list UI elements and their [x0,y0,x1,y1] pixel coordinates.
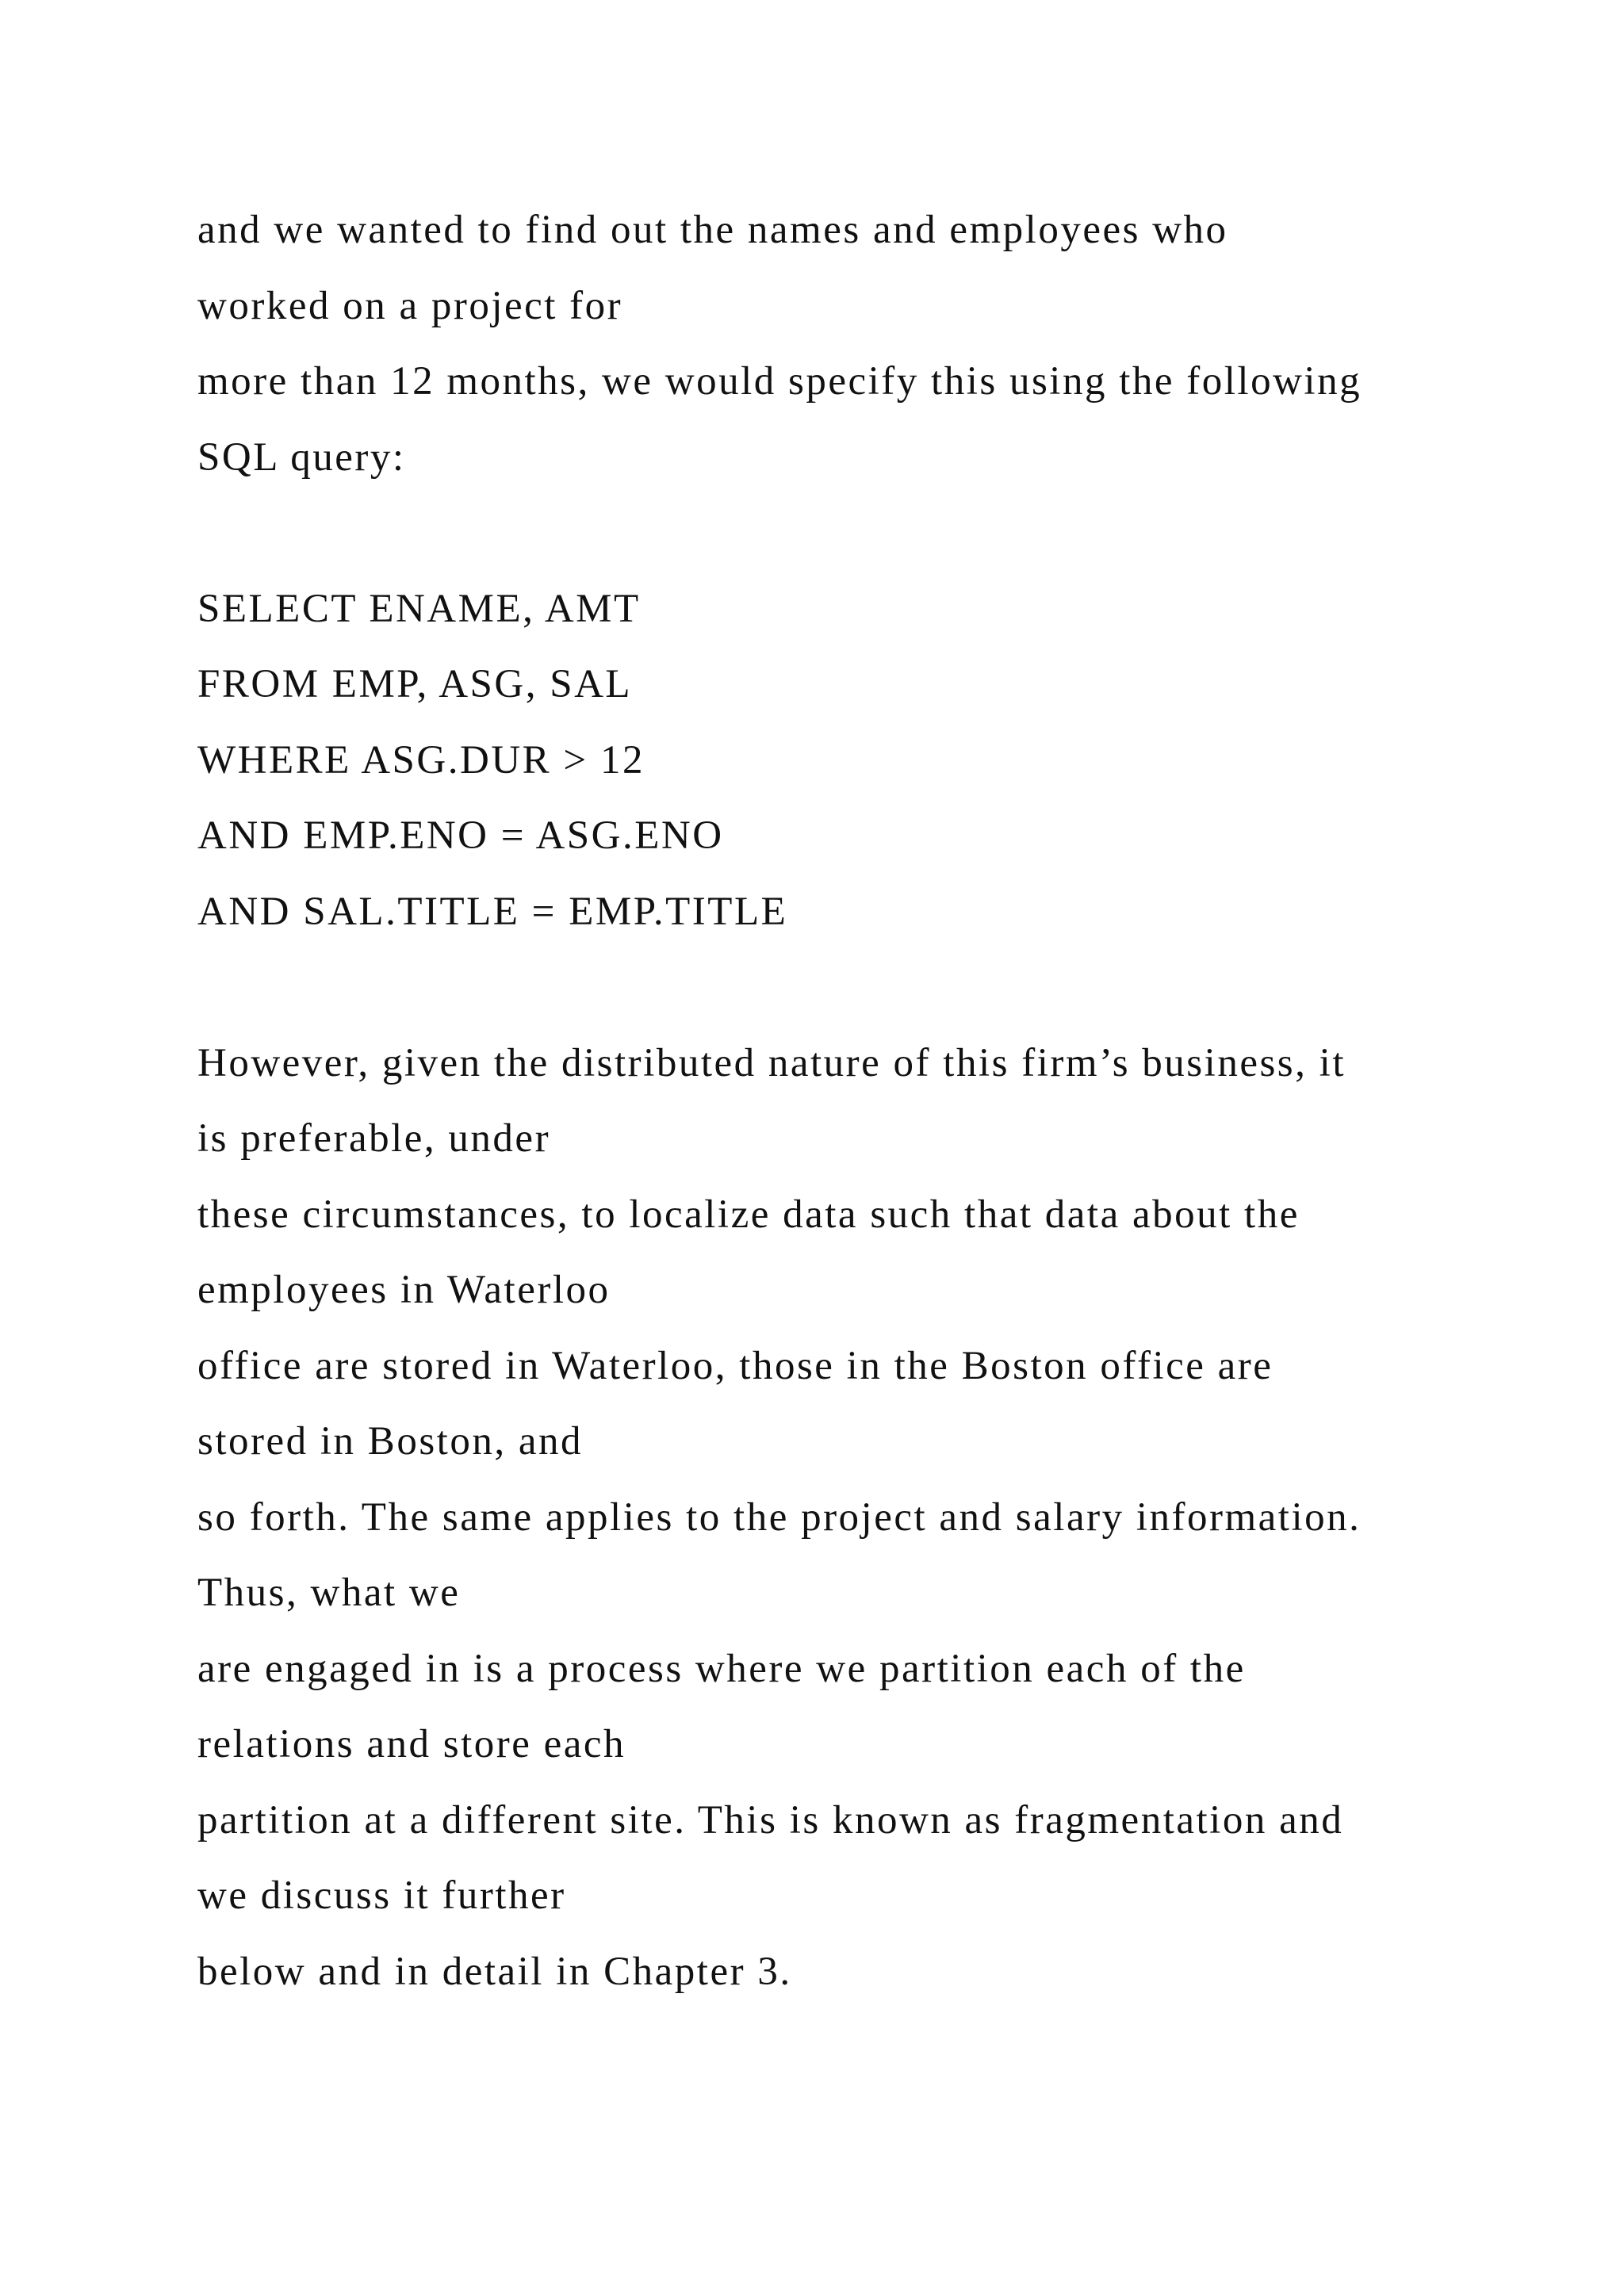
text-line: partition at a different site. This is known as fragmentation and [197,1797,1344,1843]
text-line: these circumstances, to localize data such that data about the [197,1192,1300,1237]
text-line: is preferable, under [197,1116,551,1161]
blank-line [197,950,1561,1026]
sql-line: SELECT ENAME, AMT [197,586,641,631]
text-line: office are stored in Waterloo, those in the Boston office are [197,1343,1274,1388]
text-line: SQL query: [197,434,406,480]
text-line: and we wanted to find out the names and employees who [197,208,1228,252]
text-line: employees in Waterloo [197,1268,611,1312]
text-line: worked on a project for [197,283,623,328]
text-line: more than 12 months, we would specify this using the following [197,359,1362,404]
sql-line: AND SAL.TITLE = EMP.TITLE [197,889,788,934]
blank-line [197,496,1561,572]
text-line: stored in Boston, and [197,1419,583,1464]
sql-line: FROM EMP, ASG, SAL [197,662,633,706]
sql-line: AND EMP.ENO = ASG.ENO [197,813,724,858]
text-line: However, given the distributed nature of this firm’s business, it [197,1040,1346,1085]
text-line: relations and store each [197,1722,626,1766]
text-line: we discuss it further [197,1873,566,1918]
sql-line: WHERE ASG.DUR > 12 [197,737,645,783]
text-line: so forth. The same applies to the project and salary information. [197,1494,1362,1540]
text-line: Thus, what we [197,1571,461,1615]
text-line: are engaged in is a process where we partition each of the [197,1646,1246,1691]
document-text [197,193,1561,2010]
text-line: below and in detail in Chapter 3. [197,1949,792,1994]
